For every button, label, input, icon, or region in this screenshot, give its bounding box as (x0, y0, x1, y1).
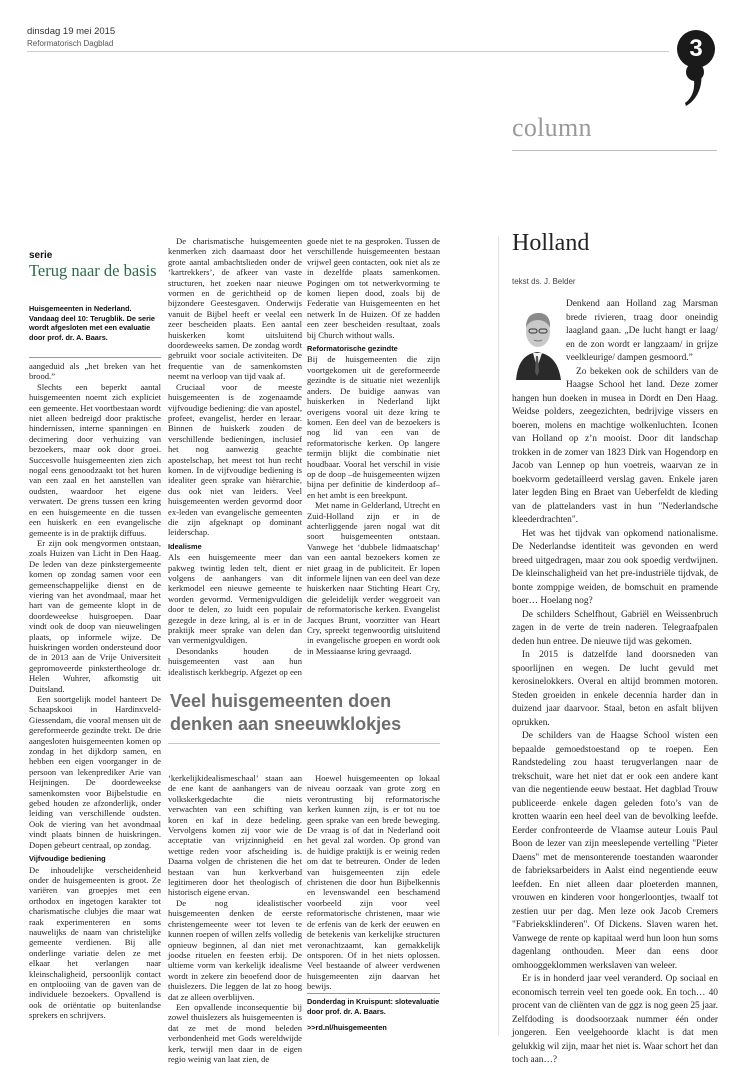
paragraph: Met name in Gelderland, Utrecht en Zuid-Holland zijn er in de achterliggende jaren nogal wat dit soort huisgemeenten ontstaan. Vanwege het ‘dubbele lidmaatschap’ van een aantal bezoekers komen ze niet graag in de publiciteit. Er lopen informele lijnen van een deel van deze huiskerken naar Stichting Heart Cry, die geleidelijk verder weggroeit van de reformatorische kerken. Evangelist Jacques Brunt, voorzitter van Heart Cry, spreekt tegenwoordig uitsluitend in evangelische groepen en wordt ook in Messiaanse kring gevraagd. (307, 500, 440, 656)
article-intro: Huisgemeenten in Nederland. Vandaag deel 10: Terugblik. De serie wordt afgesloten met een evaluatie door prof. dr. A. Baars. (29, 304, 155, 342)
section-divider (512, 150, 717, 151)
article-column-1 (29, 361, 161, 1021)
paragraph: Er is in honderd jaar veel veranderd. Op sociaal en economisch terrein veel ten goede ook. En toch… 40 procent van de cliënten van de ggz is nog geen 25 jaar. Zelfdoding is doodsoorzaak nummer één onder jongeren. Een veelgehoorde klacht is dat men gelukkig wil zijn, maar het niet is. Waar schort het dan toch aan…? (512, 974, 718, 1065)
subheading: Reformatorische gezindte (307, 344, 398, 354)
article-column-4 (168, 773, 302, 1064)
paragraph: De charismatische huisgemeenten kenmerken zich daarnaast door het grote aantal ambachtslieden onder de ‘kartrekkers’, de afkeer van vaste structuren, het zoeken naar nieuwe vormen en de gerichtheid op de bijzondere Geestesgaven. Onderwijs vanuit de Bijbel heeft er veelal een zeer bescheiden plaats. Een aantal huiskerken komt uitsluitend doordeweeks samen. De zondag wordt gebruikt voor sociale activiteiten. De frequentie van de samenkomsten neemt na verloop van tijd vaak af. (168, 236, 302, 382)
column-title: Holland (512, 230, 590, 256)
end-note-divider (307, 993, 440, 994)
paragraph: Als een huisgemeente meer dan pakweg twintig leden telt, dient er volgens de aanhangers van dit kerkmodel een nieuwe gemeente te worden gevormd. Vermenigvuldigen door te delen, zo luidt een populair gezegde in deze kring, al is er in de praktijk meer sprake van delen dan van vermenigvuldigen. (168, 552, 302, 646)
paragraph: goede niet te na gesproken. Tussen de verschillende huisgemeenten bestaan vrijwel geen contacten, ook niet als ze in dezelfde plaats samenkomen. Pogingen om tot netwerkvorming te komen liepen dood, zoals bij de Federatie van Huisgemeenten en het netwerk In de Huizen. Of ze hadden een zeer bescheiden resultaat, zoals bij Church without walls. (307, 236, 440, 340)
paragraph: De inhoudelijke verscheidenheid onder de huisgemeenten is groot. Ze variëren van groepjes met een orthodox en ingetogen karakter tot charismatische clubjes die maar wat raak experimenteren en soms nauwelijks de naam van christelijke gemeente verdienen. Bij alle onderlinge variatie delen ze met elkaar het verlangen naar kleinschaligheid, persoonlijk contact en ontplooiing van de gaven van de individuele bezoekers. Opvallend is ook de oriëntatie op buitenlandse sprekers en schrijvers. (29, 864, 161, 1021)
paragraph: Een soortgelijk model hanteert De Schaapskooi in Hardinxveld-Giessendam, die vooral mensen uit de gereformeerde gezindte trekt. De drie aangesloten huisgemeenten komen op zondag in het dijkdorp samen, en hebben een eigen voorganger in de persoon van lekenprediker Arie van Heijningen. De doordeweekse samenkomsten voor Bijbelstudie en gebed houden ze afzonderlijk, onder leiding van verschillende oudsten. Ook de viering van het avondmaal vindt plaats binnen de huiskringen. Dopen gebeurt centraal, op zondag. (29, 694, 161, 850)
column-byline: tekst ds. J. Belder (512, 277, 576, 286)
section-label: column (512, 113, 592, 142)
paragraph: Denkend aan Holland zag Marsman brede rivieren, traag door oneindig laagland gaan. „De lucht hangt er laag/ en de zon wordt er langzaam/ in grijze veelkleurige/ dampen gesmoord.” (566, 299, 718, 363)
header-date: dinsdag 19 mei 2015 (27, 26, 116, 37)
paragraph: De schilders Schelfhout, Gabriël en Weissenbruch zagen in de verte de trein naderen. Telegraafpalen deden hun entree. De nieuwe tijd was gekomen. (512, 609, 718, 647)
subheading: Vijfvoudige bediening (29, 854, 106, 864)
pull-quote-divider (168, 743, 440, 744)
comma-logo-icon (683, 62, 707, 108)
paragraph: De schilders van de Haagse School wisten een bepaalde gemoedstoestand op te roepen. Een Randstedeling zou haast terugverlangen naar de trekschuit, ware het niet dat er ook een andere kant van die negentiende eeuw bestaat. Het dagblad Trouw publiceerde enkele dagen geleden foto’s van de krotten waarin een heel deel van de bevolking leefde. Eerder confronteerde de Vlaamse auteur Louis Paul Boon de lezer van zijn meeslepende vertelling "Pieter Daens" met de mensonterende toestanden waaronder de fabrieksarbeiders in Aalst eind negentiende eeuw leefden. En niet alleen daar ploeterden mannen, vrouwen en kinderen voor hongerloontjes, twaalf tot zestien uur per dag. Men leze ook Jacob Cremers "Fabrieksklinderen". Of Dickens. Slaven waren het. Vanwege de rente op kapitaal werd hun loon hun soms dagenlang onthouden. Meer dan eens door omhooggeklommen werkslaven van weleer. (512, 731, 718, 971)
paragraph: Het was het tijdvak van opkomend nationalisme. De Nederlandse identiteit was gevonden en werd breed uitgedragen, maar zou ook spoedig verdwijnen. De kleinschaligheid van het pre-industriële tijdvak, de bonte zomppige weiden, de bomschuit en pramende boer… Hoelang nog? (512, 528, 718, 606)
paragraph: Cruciaal voor de meeste huisgemeenten is de zogenaamde vijfvoudige bediening: die van apostel, profeet, evangelist, herder en leraar. Binnen de huiskerk zouden de verschillende bedieningen, inclusief het nog aanwezig geachte apostelschap, het meest tot hun recht komen. In de vijfvoudige bediening is idealiter geen sprake van hiërarchie, dus ook niet van leiders. Veel huisgemeenten werden gevormd door ex-leden van evangelische gemeenten die zijn afgeknapt op dominant leiderschap. (168, 381, 302, 538)
article-column-3 (307, 236, 440, 656)
paragraph: ‘kerkelijkidealismeschaal’ staan aan de ene kant de aanhangers van de volkskerkgedachte die niets verwachten van een schifting van koren en kaf in deze bedeling. Vervolgens komen zij voor wie de acceptatie van vrijzinnigheid en wettige reden voor afscheiding is. Daarna volgen de christenen die het bestaan van hun kerkverband legitimeren door het theologisch of historisch eigene ervan. (168, 773, 302, 898)
article-column-5 (307, 773, 440, 992)
article-column-2 (168, 236, 302, 677)
column-separator (498, 236, 499, 1036)
intro-divider (29, 357, 161, 358)
page-number-badge: 3 (677, 30, 715, 68)
pull-quote: Veel huisgemeenten doen denken aan sneeuwklokjes (170, 691, 402, 734)
column-body (512, 298, 718, 1068)
paragraph: Desondanks houden de huisgemeenten vast aan hun idealistisch kerkbegrip. Afgezet op een (168, 645, 302, 677)
serie-tag: serie (29, 250, 53, 261)
paragraph: Slechts een beperkt aantal huisgemeenten noemt zich expliciet een gemeente. Het voortbestaan wordt niet alleen bedreigd door praktische hindernissen, interne spanningen en decimering door verhuizing van bezoekers, maar ook door groei. Succesvolle huisgemeenten zien zich nogal eens genoodzaakt tot het huren van een zaal en het aanstellen van oudsten, waardoor het eigene verwatert. De grens tussen een kring en een huisgemeente en die tussen een huiskerk en een evangelische gemeente is in de praktijk diffuus. (29, 381, 161, 538)
article-title: Terug naar de basis (29, 261, 157, 280)
header-divider (27, 51, 669, 52)
paragraph: De nog idealistischer huisgemeenten denken de eerste christengemeente weer tot leven te kunnen roepen of willen zelfs volledig opnieuw beginnen, al dan niet met joodse rituelen en feesten erbij. De ultieme vorm van kerkelijk idealisme wordt in zekere zin beoefend door de thuislezers. Die leggen de lat zo hoog dat ze alleen overblijven. (168, 897, 302, 1002)
paragraph: Een opvallende inconsequentie bij zowel thuislezers als huisgemeenten is dat ze met de mond beleden verbondenheid met Gods wereldwijde kerk, terwijl men daar in de eigen regio weinig van laat zien, de (168, 1001, 302, 1064)
paragraph: Hoewel huisgemeenten op lokaal niveau oorzaak van grote zorg en verontrusting bij reformatorische kerken kunnen zijn, is er tot nu toe geen sprake van een brede beweging. De vraag is of dat in Nederland ooit het geval zal worden. Op grond van de huidige praktijk is er weinig reden om dat te betreuren. Onder de leden van huisgemeenten zijn edele christenen die door hun Bijbelkennis en levenswandel een beschamend voorbeeld zijn voor veel reformatorische christenen, maar wie de erfenis van de kerk der eeuwen en de betekenis van kerkelijke structuren veronachtzaamt, kan gemakkelijk ontsporen. Of in het niets oplossen. Veel bestaande of alweer verdwenen huisgemeenten zijn daarvan het bewijs. (307, 773, 440, 992)
web-link[interactable]: >>rd.nl/huisgemeenten (307, 1023, 387, 1032)
paragraph: In 2015 is datzelfde land doorsneden van spoorlijnen en wegen. De lucht gevuld met kerosinelokkers. Overal en altijd brommen motoren. Steden groeiden in enkele decennia harder dan in duizend jaar daarvoor. Staal, beton en asfalt blijven oprukken. (512, 650, 718, 728)
subheading: Idealisme (168, 541, 202, 551)
paragraph: aangeduid als „het breken van het brood.” (29, 361, 161, 382)
paragraph: Er zijn ook mengvormen ontstaan, zoals Huizen van Licht in Den Haag. De leden van deze pinkstergemeente komen op zondag samen voor een gemeenschappelijke dienst en de viering van het avondmaal, maar het hart van de gemeente klopt in de doordeweekse huisgroepen. Daar vindt ook de doop van nieuwelingen plaats, op informele wijze. De huiskringen worden ondersteund door de in 2013 aan de Vrije Universiteit gepromoveerde pinkstertheologe dr. Helen Wuhrer, afkomstig uit Duitsland. (29, 537, 161, 694)
paragraph: Bij de huisgemeenten die zijn voortgekomen uit de gereformeerde gezindte is de situatie niet wezenlijk anders. De buidige aanwas van huiskerken in Nederland lijkt overigens vooral uit deze kring te komen. Een deel van de bezoekers is nog lid van een van de reformatorische kerken. Op langere termijn blijkt die combinatie niet houdbaar. Vooral het verschil in visie op de doop –de huisgemeenten wijzen bijna per definitie de kinderdoop af– en het ambt is een breekpunt. (307, 354, 440, 500)
paragraph: Zo bekeken ook de schilders van de Haagse School het land. Deze zomer hangen hun doeken in musea in Dordt en Den Haag. Weidse polders, zeegezichten, bedrijvige vissers en boeren, molens en machtige wolkenluchten. Iconen van Holland op z’n mooist. Door dit landschap trokken in de zomer van 1823 Dirk van Hogendorp en Jacob van Lennep op hun voetreis, waarvan ze in boekvorm gedetailleerd verslag gaven. Enkele jaren later legden Bing en Braet van Ueberfeldt de kleding van de plattelanders vast in hun "Nederlandsche kleederdrachten". (512, 366, 718, 525)
header-paper-name: Reformatorisch Dagblad (27, 39, 114, 48)
author-portrait-photo (512, 298, 563, 380)
end-note: Donderdag in Kruispunt: slotevaluatie door prof. dr. A. Baars. (307, 997, 440, 1016)
